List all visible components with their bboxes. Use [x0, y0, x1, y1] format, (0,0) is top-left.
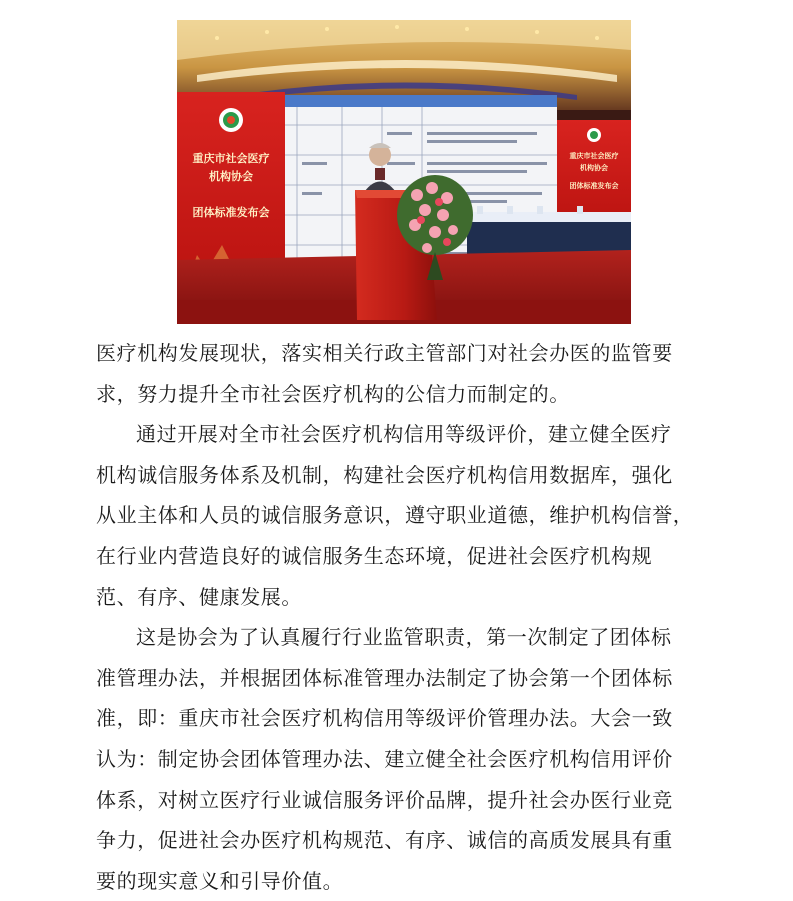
paragraph-1 [96, 333, 696, 414]
paragraph-3-line-2: 准管理办法，并根据团体标准管理办法制定了协会第一个团体标 [96, 665, 673, 690]
paragraph-1-line-1: 医疗机构发展现状，落实相关行政主管部门对社会办医的监管要 [96, 341, 673, 365]
paragraph-2-line-3: 从业主体和人员的诚信服务意识，遵守职业道德，维护机构信誉， [96, 503, 694, 528]
right-banner-line-2: 机构协会 [580, 164, 608, 172]
paragraph-3-line-5: 体系，对树立医疗行业诚信服务评价品牌，提升社会办医行业竞 [96, 787, 673, 812]
left-banner-line-2: 机构协会 [209, 170, 253, 183]
paragraph-3-line-1: 这是协会为了认真履行行业监管职责，第一次制定了团体标 [136, 625, 672, 650]
right-banner-line-1: 重庆市社会医疗 [569, 152, 619, 160]
left-banner-line-1: 重庆市社会医疗 [192, 152, 270, 165]
paragraph-2-line-1: 通过开展对全市社会医疗机构信用等级评价，建立健全医疗 [136, 422, 672, 447]
paragraph-3-line-3: 准，即：重庆市社会医疗机构信用等级评价管理办法。大会一致 [96, 706, 673, 731]
conference-photo [177, 20, 631, 324]
right-banner-line-3: 团体标准发布会 [569, 182, 619, 190]
left-banner-line-3: 团体标准发布会 [192, 206, 270, 219]
paragraph-3-line-6: 争力，促进社会办医疗机构规范、有序、诚信的高质发展具有重 [96, 828, 673, 853]
conference-photo-drawing [177, 20, 631, 324]
paragraph-2 [96, 414, 696, 617]
paragraph-2-line-5: 范、有序、健康发展。 [96, 584, 302, 609]
paragraph-3-line-4: 认为：制定协会团体管理办法、建立健全社会医疗机构信用评价 [96, 746, 673, 771]
paragraph-3 [96, 617, 696, 901]
paragraph-1-line-2: 求，努力提升全市社会医疗机构的公信力而制定的。 [96, 381, 570, 406]
paragraph-2-line-2: 机构诚信服务体系及机制，构建社会医疗机构信用数据库，强化 [96, 462, 673, 487]
paragraph-3-line-7: 要的现实意义和引导价值。 [96, 868, 344, 893]
article-body [96, 333, 696, 901]
paragraph-2-line-4: 在行业内营造良好的诚信服务生态环境，促进社会医疗机构规 [96, 543, 653, 568]
